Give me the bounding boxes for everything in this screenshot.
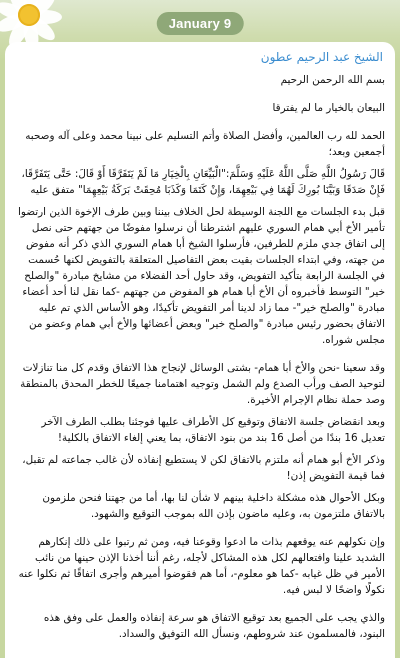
message-paragraph: وبعد انقضاض جلسة الاتفاق وتوقيع كل الأطراف عليها فوجئنا بطلب الطرف الآخر تعديل 16 بندًا من أصل 16 بند من بنود الاتفاق، بما يعني إلغاء الاتفاق بالكلية! xyxy=(38,416,385,444)
message-title: البيعان بالخيار ما لم يفترقا xyxy=(272,102,385,114)
message-paragraph: قبل بدء الجلسات مع اللجنة الوسيطة لحل الخلاف بيننا وبين طرف الإخوة الذين ارتضوا تأمير الأخ أبي همام السوري عليهم اشترطنا أن نرسلوا مفوضًا من جهتهم حتى نصل إلى اتفاق جدي ملزم للطرفين، فأرسلوا الشيخ أبا همام السوري الذي ذكر أنه مفوض من جهته، وفي ابتداء الجلسات بقيت بعض التفاصيل المتعلقة بالتفويض لكنها حُسمت في الجلسة الرابعة بتأكيد التفويض، وقد حاول أحد الفضلاء من مشايخ مبادرة "والصلح خير" التوسط فأخبروه أن الأخ أبا همام هو المفوض من جهتهم -كما نقل لنا أحد أعضاء مبادرة "والصلح خير"- مما زاد لدينا أمر التفويض تأكيدًا، وهو الأساس الذي تم عليه الاتفاق بحضور رئيس مبادرة "والصلح خير" وبعض أعضائها والأخ أبي همام وعضو من مجلس شوراه. xyxy=(14,206,385,346)
sender-name[interactable]: الشيخ عبد الرحيم عطون xyxy=(260,50,383,64)
message-bubble[interactable] xyxy=(5,42,395,658)
message-paragraph: وبكل الأحوال هذه مشكلة داخلية بينهم لا شأن لنا بها، أما من جهتنا فنحن ملزمون بالاتفاق ملتزمون به، وعليه ماضون بإذن الله بموجب التوقيع والشهود. xyxy=(39,492,385,520)
message-text xyxy=(14,72,385,642)
message-basmala: بسم الله الرحمن الرحيم xyxy=(280,74,385,86)
message-paragraph: وإن نكولهم عنه يوقعهم بذات ما ادعوا وقوعنا فيه، ومن ثم رتبوا على ذلك إنكارهم الشديد علينا وافتعالهم لكل هذه المشاكل لأجله، رغم أننا أخذنا الإذن حينها من نائب الأمير في ظل غيابه -كما هو معلوم-، أما هم فقوضوا أميرهم وأجرى اتفاقًا ثم نكلوا عنه نكولًا واضحًا لا لبس فيه. xyxy=(15,536,385,596)
date-separator: January 9 xyxy=(157,12,244,35)
message-paragraph: الحمد لله رب العالمين، وأفضل الصلاة وأتم التسليم على نبينا محمد وعلى آله وصحبه أجمعين وبعد؛ xyxy=(21,130,385,158)
message-paragraph: وقد سعينا -نحن والأخ أبا همام- بشتى الوسائل لإنجاح هذا الاتفاق وقدم كل منا تنازلات لتوحيد الصف ورأب الصدع ولم الشمل وتوجيه اهتمامنا جميعًا للخطر المحدق بالمنطقة وصد حملة نظام الإجرام الأخيرة. xyxy=(16,362,385,406)
message-hadith: قَالَ رَسُولُ اللَّهِ صَلَّى اللَّهُ عَلَيْهِ وَسَلَّمَ:"الْبَيِّعَانِ بِالْخِيَارِ مَا لَمْ يَتَفَرَّقَا أَوْ قَالَ: حَتَّى يَتَفَرَّقَا، فَإِنْ صَدَقَا وَبَيَّنَا بُورِكَ لَهُمَا فِي بَيْعِهِمَا، وَإِنْ كَتَمَا وَكَذَبَا مُحِقَتْ بَرَكَةُ بَيْعِهِمَا" متفق عليه xyxy=(18,168,385,196)
message-paragraph: وذكر الأخ أبو همام أنه ملتزم بالاتفاق لكن لا يستطيع إنفاذه لأن غالب جماعته لم تقبل، فما قيمة التفويض إذن! xyxy=(18,454,385,482)
message-paragraph: والذي يجب على الجميع بعد توقيع الاتفاق هو سرعة إنفاذه والعمل على وفق هذه البنود، فالمسلمون عند شروطهم، ونسأل الله التوفيق والسداد. xyxy=(40,612,385,640)
